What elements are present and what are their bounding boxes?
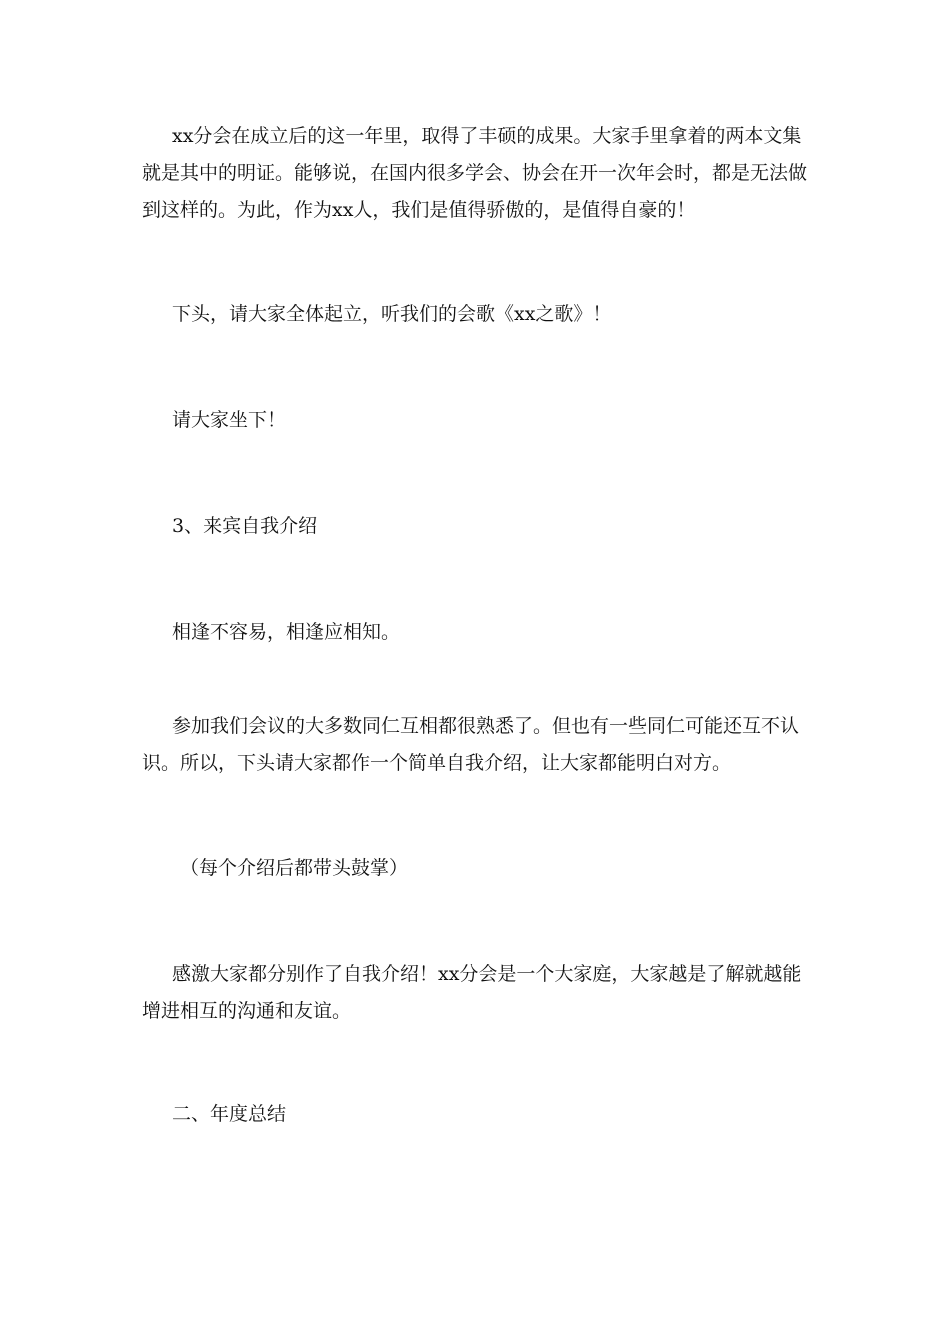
section-heading-guest-intro: 3、来宾自我介绍 [172,515,318,537]
section-heading-annual-summary: 二、年度总结 [172,1103,287,1125]
paragraph-meeting: 相逢不容易，相逢应相知。 [172,621,401,643]
paragraph-self-intro: 参加我们会议的大多数同仁互相都很熟悉了。但也有一些同仁可能还互不认识。所以，下头请大家都作一个简单自我介绍，让大家都能明白对方。 [142,715,800,774]
paragraph-achievements: xx分会在成立后的这一年里，取得了丰硕的成果。大家手里拿着的两本文集就是其中的明证。能够说，在国内很多学会、协会在开一次年会时，都是无法做到这样的。为此，作为xx人，我们是值得骄傲的，是值得自豪的！ [142,125,808,221]
paragraph-applause-note: （每个介绍后都带头鼓掌） [180,857,409,879]
paragraph-sit-down: 请大家坐下！ [172,409,287,431]
paragraph-thanks: 感激大家都分别作了自我介绍！xx分会是一个大家庭，大家越是了解就越能增进相互的沟通和友谊。 [142,963,802,1022]
paragraph-anthem: 下头，请大家全体起立，听我们的会歌《xx之歌》！ [172,303,612,325]
